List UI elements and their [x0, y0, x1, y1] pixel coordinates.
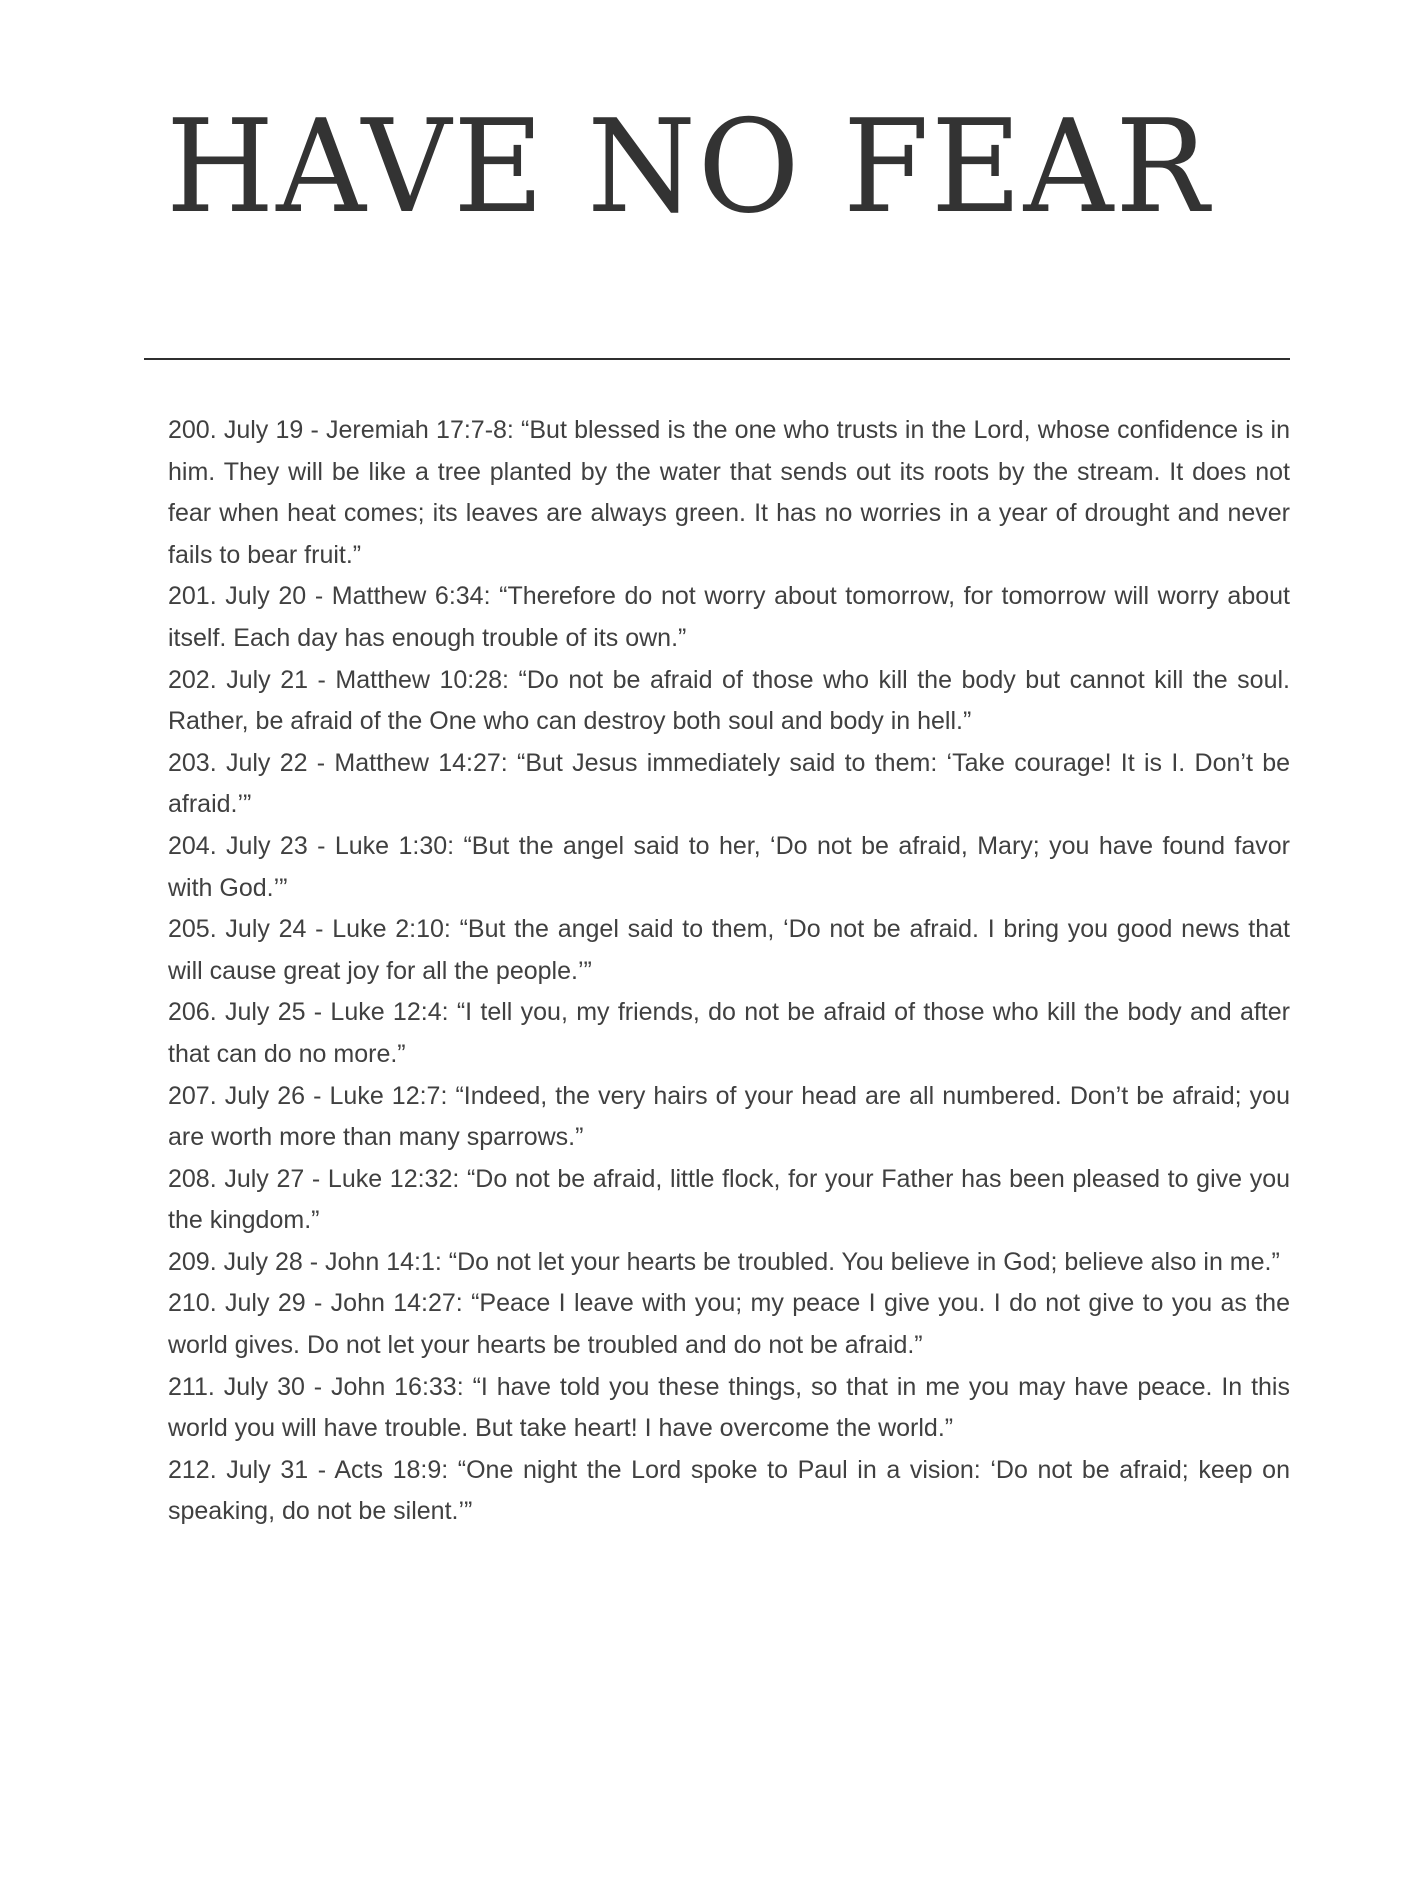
page-title: HAVE NO FEAR	[166, 93, 1211, 242]
verse-item: 201. July 20 - Matthew 6:34: “Therefore do not worry about tomorrow, for tomorrow will worry about itself. Each day has enough trouble of its own.”	[168, 582, 1290, 652]
verse-item: 209. July 28 - John 14:1: “Do not let your hearts be troubled. You believe in God; believe also in me.”	[168, 1247, 1280, 1276]
verse-item: 203. July 22 - Matthew 14:27: “But Jesus immediately said to them: ‘Take courage! It is I. Don’t be afraid.’”	[168, 748, 1290, 819]
verse-item: 212. July 31 - Acts 18:9: “One night the Lord spoke to Paul in a vision: ‘Do not be afraid; keep on speaking, do not be silent.’”	[168, 1455, 1290, 1526]
verse-item: 206. July 25 - Luke 12:4: “I tell you, my friends, do not be afraid of those who kill the body and after that can do no more.”	[168, 998, 1290, 1068]
verse-item: 208. July 27 - Luke 12:32: “Do not be afraid, little flock, for your Father has been pleased to give you the kingdom.”	[168, 1164, 1290, 1235]
verse-list	[168, 410, 1290, 1533]
verse-item: 204. July 23 - Luke 1:30: “But the angel said to her, ‘Do not be afraid, Mary; you have found favor with God.’”	[168, 831, 1290, 902]
verse-item: 202. July 21 - Matthew 10:28: “Do not be afraid of those who kill the body but cannot kill the soul. Rather, be afraid of the One who can destroy both soul and body in hell.”	[168, 665, 1290, 736]
verse-item: 200. July 19 - Jeremiah 17:7-8: “But blessed is the one who trusts in the Lord, whose confidence is in him. They will be like a tree planted by the water that sends out its roots by the stream. It does not fear when heat comes; its leaves are always green. It has no worries in a year of drought and never fails to bear fruit.”	[168, 416, 1290, 569]
divider-line	[144, 358, 1290, 360]
verse-item: 210. July 29 - John 14:27: “Peace I leave with you; my peace I give you. I do not give to you as the world gives. Do not let your hearts be troubled and do not be afraid.”	[168, 1289, 1290, 1360]
verse-item: 211. July 30 - John 16:33: “I have told you these things, so that in me you may have peace. In this world you will have trouble. But take heart! I have overcome the world.”	[168, 1372, 1290, 1443]
verse-item: 207. July 26 - Luke 12:7: “Indeed, the very hairs of your head are all numbered. Don’t be afraid; you are worth more than many sparrows.”	[168, 1081, 1290, 1152]
verse-item: 205. July 24 - Luke 2:10: “But the angel said to them, ‘Do not be afraid. I bring you good news that will cause great joy for all the people.’”	[168, 915, 1290, 985]
